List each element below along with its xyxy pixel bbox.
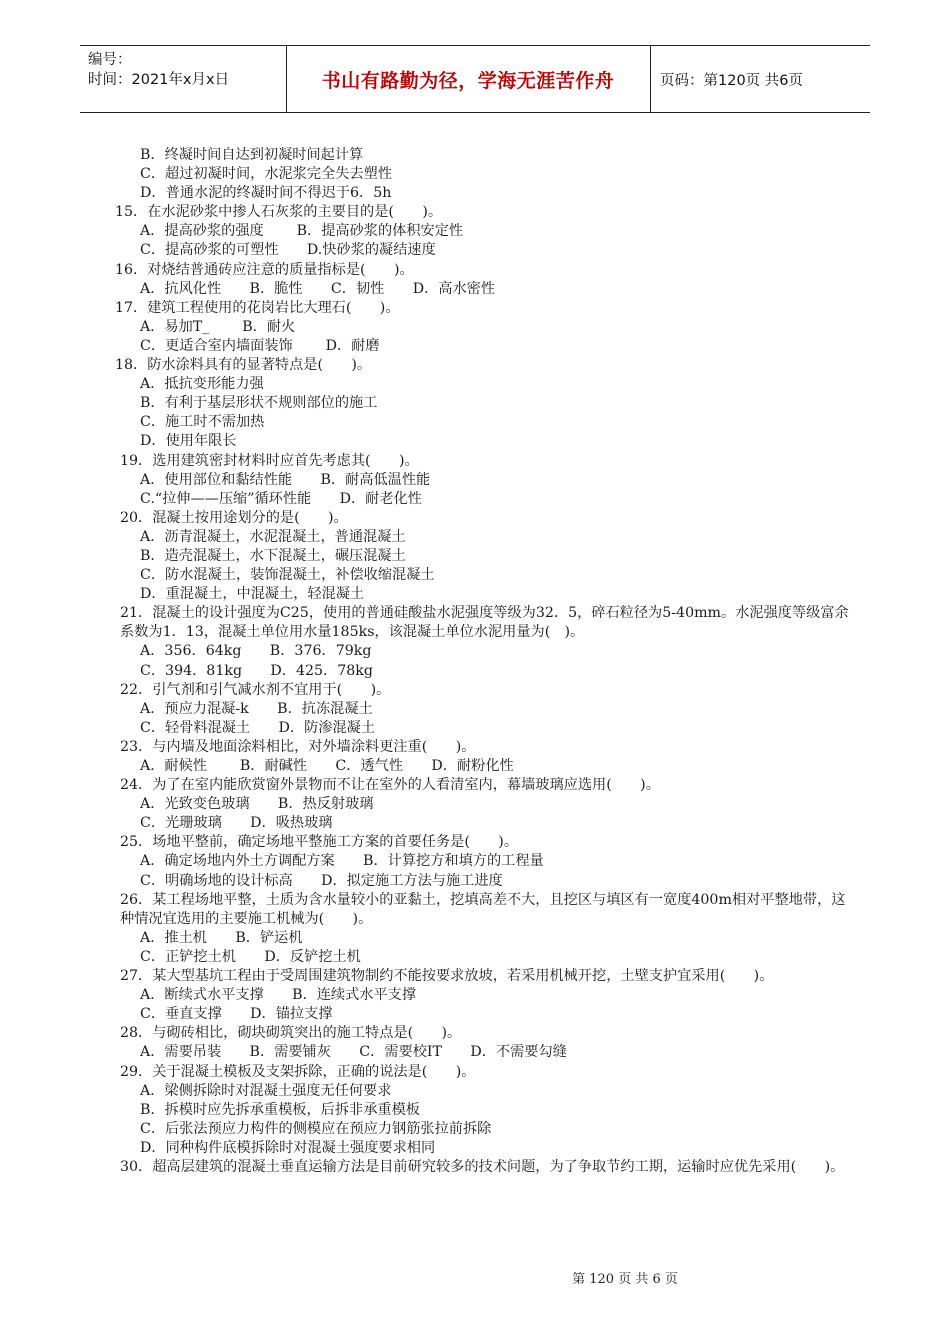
answer-option-line: D．重混凝土，中混凝土，轻混凝土 — [140, 586, 365, 603]
question-line: 21．混凝土的设计强度为C25，使用的普通硅酸盐水泥强度等级为32．5，碎石粒径为5-40mm。水泥强度等级富余系数为1．13，混凝土单位用水量185ks，该混凝土单位水泥用量为( )。 — [120, 605, 849, 641]
answer-option-line: C．后张法预应力构件的侧模应在预应力钢筋张拉前拆除 — [140, 1120, 492, 1137]
answer-option-line: C．更适合室内墙面装饰 D．耐磨 — [140, 337, 380, 354]
question-line: 18．防水涂料具有的显著特点是( )。 — [115, 357, 372, 374]
answer-option-line: C．防水混凝土，装饰混凝土，补偿收缩混凝土 — [140, 567, 435, 584]
page-footer: 第 120 页 共 6 页 — [572, 1272, 678, 1287]
document-body — [115, 146, 850, 1177]
answer-option-line: A．需要吊装 B．需要铺灰 C．需要校IT D．不需要勾缝 — [140, 1044, 567, 1061]
question-line: 29．关于混凝土模板及支架拆除，正确的说法是( )。 — [120, 1063, 476, 1080]
answer-option-line: B．有利于基层形状不规则部位的施工 — [140, 395, 378, 412]
header-page-info: 页码：第120页 共6页 — [660, 72, 804, 89]
answer-option-line: C．轻骨料混凝土 D．防渗混凝土 — [140, 719, 376, 736]
question-line: 26．某工程场地平整，土质为含水量较小的亚黏土，挖填高差不大，且挖区与填区有一宽度400m相对平整地带，这种情况宜选用的主要施工机械为( )。 — [120, 891, 846, 927]
header-meta — [88, 50, 288, 90]
answer-option-line: A．易加T_ B．耐火 — [140, 318, 296, 335]
answer-option-line: C．垂直支撑 D．锚拉支撑 — [140, 1006, 333, 1023]
question-line: 28．与砌砖相比，砌块砌筑突出的施工特点是( )。 — [120, 1025, 462, 1042]
answer-option-line: B．造壳混凝土，水下混凝土，碾压混凝土 — [140, 547, 406, 564]
answer-option-line: A．沥青混凝土，水泥混凝土，普通混凝土 — [140, 528, 406, 545]
answer-option-line: A．356．64kg B．376．79kg — [140, 643, 372, 660]
answer-option-line: A．确定场地内外土方调配方案 B．计算挖方和填方的工程量 — [140, 853, 544, 870]
header-divider — [650, 46, 651, 112]
answer-option-line: A．抗风化性 B．脆性 C．韧性 D．高水密性 — [140, 280, 496, 297]
answer-option-line: D．普通水泥的终凝时间不得迟于6．5h — [140, 185, 392, 202]
answer-option-line: B．拆模时应先拆承重模板，后拆非承重模板 — [140, 1101, 420, 1118]
answer-option-line: A．使用部位和黏结性能 B．耐高低温性能 — [140, 471, 431, 488]
question-line: 17．建筑工程使用的花岗岩比大理石( )。 — [115, 299, 400, 316]
answer-option-line: A．预应力混凝-k B．抗冻混凝土 — [140, 700, 373, 717]
question-line: 30．超高层建筑的混凝土垂直运输方法是目前研究较多的技术问题，为了争取节约工期，运输时应优先采用( )。 — [120, 1158, 845, 1175]
answer-option-line: C．超过初凝时间，水泥浆完全失去塑性 — [140, 166, 393, 183]
question-line: 27．某大型基坑工程由于受周围建筑物制约不能按要求放坡，若采用机械开挖，土壁支护宜采用( )。 — [120, 968, 774, 985]
page-header — [80, 45, 870, 113]
answer-option-line: C．394．81kg D．425．78kg — [140, 662, 373, 679]
time-label: 时间：2021年x月x日 — [88, 72, 230, 88]
answer-option-line: A．光致变色玻璃 B．热反射玻璃 — [140, 796, 374, 813]
answer-option-line: C．施工时不需加热 — [140, 414, 265, 431]
question-line: 19．选用建筑密封材料时应首先考虑其( )。 — [120, 452, 419, 469]
answer-option-line: A．提高砂浆的强度 B．提高砂浆的体积安定性 — [140, 223, 464, 240]
number-label: 编号： — [88, 52, 132, 68]
answer-option-line: A．抵抗变形能力强 — [140, 376, 264, 393]
question-line: 22．引气剂和引气减水剂不宜用于( )。 — [120, 681, 391, 698]
question-line: 24．为了在室内能欣赏窗外景物而不让在室外的人看清室内，幕墙玻璃应选用( )。 — [120, 777, 660, 794]
answer-option-line: A．推土机 B．铲运机 — [140, 929, 303, 946]
answer-option-line: B．终凝时间自达到初凝时间起计算 — [140, 147, 364, 163]
answer-option-line: A．梁侧拆除时对混凝土强度无任何要求 — [140, 1082, 392, 1099]
question-line: 15．在水泥砂浆中掺人石灰浆的主要目的是( )。 — [115, 204, 443, 221]
answer-option-line: A．耐候性 B．耐碱性 C．透气性 D．耐粉化性 — [140, 758, 514, 774]
question-line: 23．与内墙及地面涂料相比，对外墙涂料更注重( )。 — [120, 738, 476, 755]
answer-option-line: D．同种构件底模拆除时对混凝土强度要求相同 — [140, 1139, 436, 1156]
answer-option-line: A．断续式水平支撑 B．连续式水平支撑 — [140, 987, 417, 1004]
answer-option-line: C.“拉伸——压缩”循环性能 D．耐老化性 — [140, 490, 422, 507]
answer-option-line: C．提高砂浆的可塑性 D.快砂浆的凝结速度 — [140, 242, 436, 259]
header-motto: 书山有路勤为径，学海无涯苦作舟 — [321, 69, 615, 92]
answer-option-line: C．正铲挖土机 D．反铲挖土机 — [140, 948, 361, 965]
answer-option-line: C．光珊玻璃 D．吸热玻璃 — [140, 815, 333, 832]
answer-option-line: C．明确场地的设计标高 D．拟定施工方法与施工进度 — [140, 872, 503, 889]
question-line: 25．场地平整前，确定场地平整施工方案的首要任务是( )。 — [120, 834, 519, 851]
question-line: 16．对烧结普通砖应注意的质量指标是( )。 — [115, 261, 414, 278]
answer-option-line: D．使用年限长 — [140, 433, 237, 450]
question-line: 20．混凝土按用途划分的是( )。 — [120, 509, 348, 526]
